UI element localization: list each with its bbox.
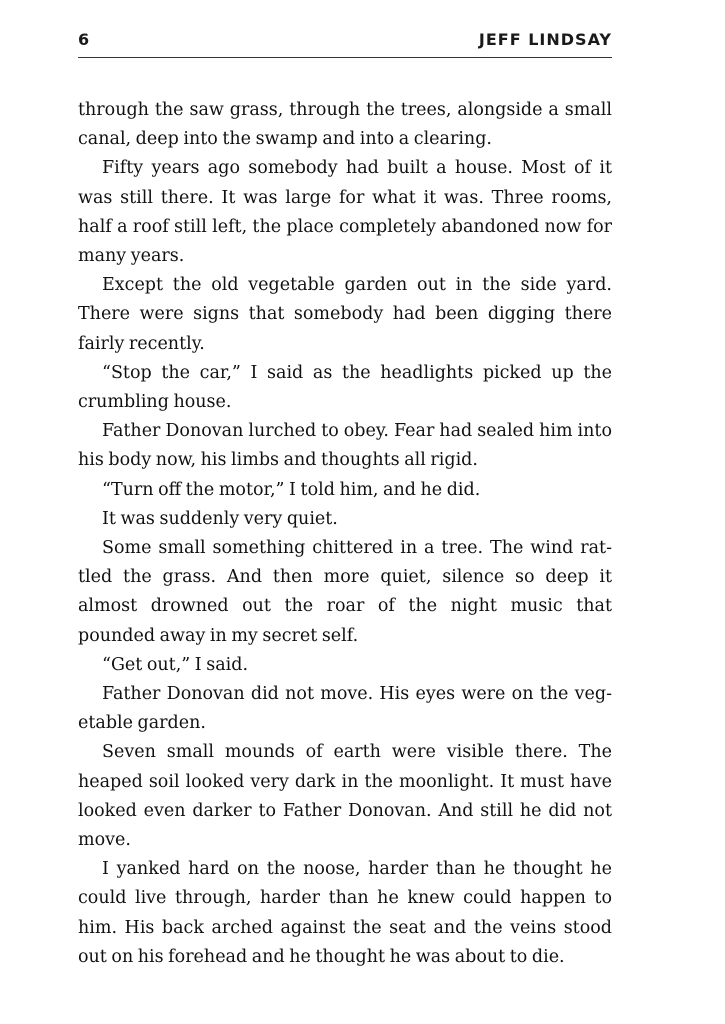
paragraph: “Get out,” I said. xyxy=(102,654,249,675)
running-header xyxy=(78,30,612,58)
paragraph: It was suddenly very quiet. xyxy=(102,508,338,529)
paragraph: through the saw grass, through the trees, alongside a small canal, deep into the swamp and into a clearing. xyxy=(78,100,612,150)
running-head-author: JEFF LINDSAY xyxy=(478,30,612,49)
paragraph: Fifty years ago somebody had built a house. Most of it was still there. It was large for what it was. Three rooms, half a roof still left, the place completely abandoned now for many years. xyxy=(78,158,612,267)
paragraph: “Stop the car,” I said as the headlights picked up the crumbling house. xyxy=(78,362,612,413)
paragraph: Except the old vegetable garden out in the side yard. There were signs that somebody had been digging there fairly recently. xyxy=(78,275,612,354)
paragraph: Father Donovan did not move. His eyes were on the vegetable garden. xyxy=(78,684,612,734)
paragraph: I yanked hard on the noose, harder than he thought he could live through, harder than he knew could happen to him. His back arched against the seat and the veins stood out on his forehead and he thought he was about to die. xyxy=(78,859,612,967)
paragraph: Father Donovan lurched to obey. Fear had sealed him into his body now, his limbs and thoughts all rigid. xyxy=(78,421,612,471)
page-number: 6 xyxy=(78,30,90,49)
body-text xyxy=(78,96,612,972)
paragraph: “Turn off the motor,” I told him, and he did. xyxy=(102,479,481,500)
paragraph: Seven small mounds of earth were visible there. The heaped soil looked very dark in the moonlight. It must have looked even darker to Father Donovan. And still he did not move. xyxy=(78,742,612,851)
paragraph: Some small something chittered in a tree. The wind rattled the grass. And then more quiet, silence so deep it almost drowned out the roar of the night music that pounded away in my secret self. xyxy=(78,538,612,646)
book-page xyxy=(78,30,612,972)
